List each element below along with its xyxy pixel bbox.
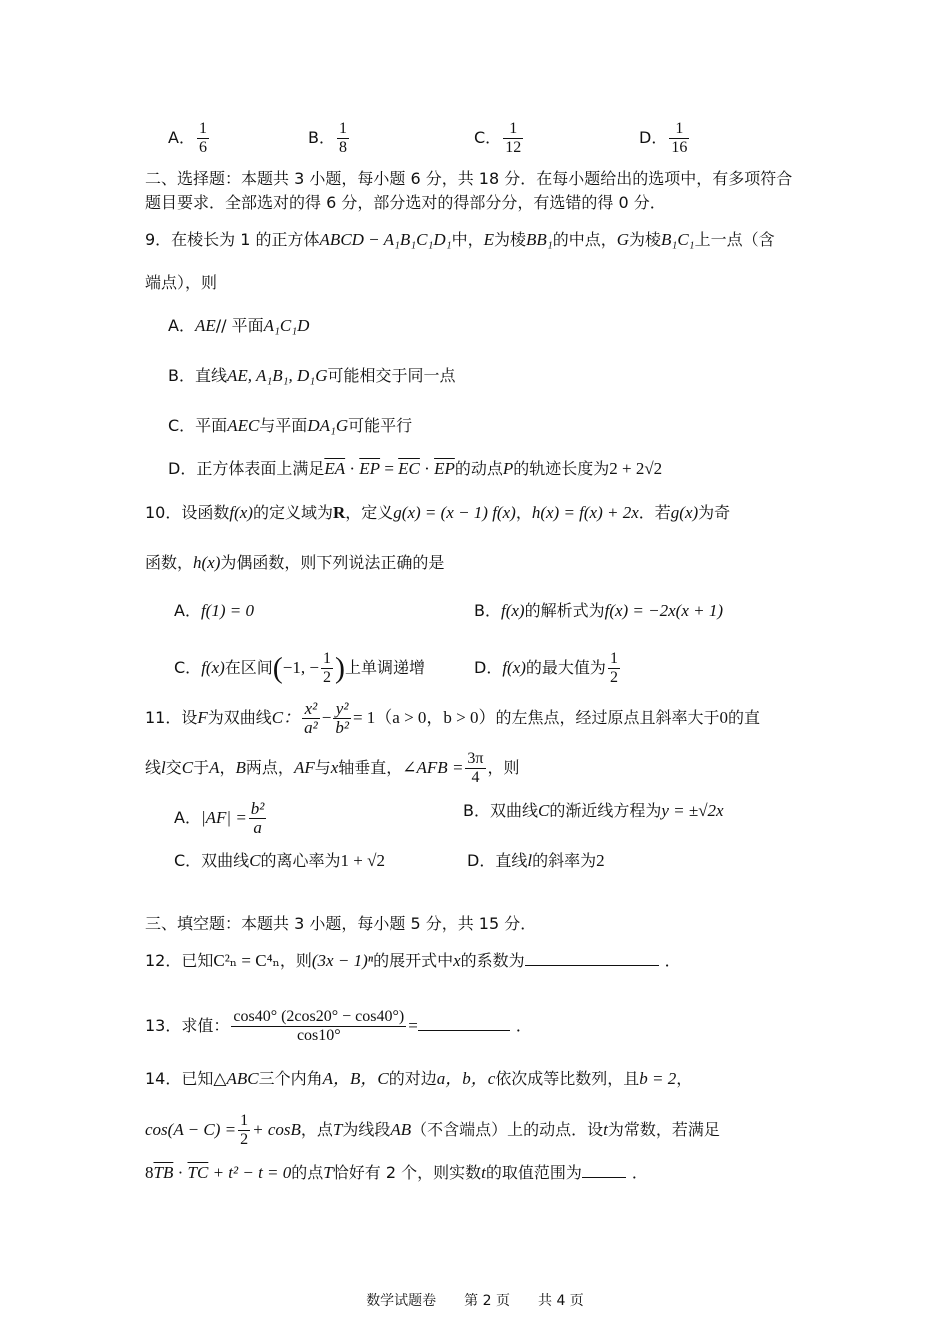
text: // 平面 — [215, 316, 264, 335]
math: C — [537, 801, 550, 820]
text: 交 — [165, 758, 182, 777]
text: 上单调递增 — [344, 658, 425, 677]
math: t — [481, 1163, 486, 1182]
text: 的对边 — [388, 1069, 437, 1088]
math: cos(A − C) = — [145, 1120, 237, 1139]
q9-option-c — [168, 415, 412, 437]
option-label: B．直线 — [168, 366, 227, 385]
text: 中， — [451, 230, 484, 249]
numerator: 1 — [503, 120, 523, 139]
option-label: D．直线 — [467, 851, 528, 870]
fraction — [333, 700, 351, 737]
math: + cosB — [252, 1120, 301, 1139]
option-label: D． — [474, 658, 503, 677]
q9-option-a — [168, 315, 309, 337]
denominator: cos10° — [296, 1027, 341, 1044]
q11-option-a — [174, 800, 268, 837]
option-label: A． — [174, 601, 201, 620]
math: f(x) — [201, 658, 225, 677]
math: 1 + √2 — [340, 851, 385, 870]
text: 为棱 — [629, 230, 662, 249]
text: 为线段 — [342, 1120, 391, 1139]
math: R — [332, 503, 346, 522]
option-label: D． — [639, 128, 668, 147]
q11-stem-line2 — [145, 750, 520, 787]
text: 的展开式中 — [373, 951, 454, 970]
q9-option-d — [168, 458, 662, 480]
q11-option-d — [467, 850, 605, 872]
answer-blank[interactable] — [525, 951, 659, 966]
math: AE — [194, 316, 216, 335]
option-label: C． — [174, 658, 202, 677]
left-paren: ( — [272, 651, 283, 685]
text: 的左焦点，经过原点且斜率大于 — [495, 708, 720, 727]
text: ，则 — [279, 951, 312, 970]
math: 2 — [596, 851, 605, 870]
q12 — [145, 950, 681, 972]
option-label: A． — [174, 808, 201, 827]
math: y = ±√2x — [661, 801, 724, 820]
math: f(x) = −2x(x + 1) — [604, 601, 724, 620]
text: 的解析式为 — [524, 601, 605, 620]
page-footer: 数学试题卷 第 2 页 共 4 页 — [366, 1293, 584, 1309]
text: ，则 — [487, 758, 520, 777]
text: 两点， — [245, 758, 294, 777]
text: 的最大值为 — [525, 658, 606, 677]
math: C — [249, 851, 261, 870]
answer-blank[interactable] — [582, 1163, 626, 1178]
text: 恰好有 2 个，则实数 — [332, 1163, 482, 1182]
q14-line1 — [145, 1068, 692, 1090]
math: DA₁G — [307, 416, 349, 435]
section2-heading-line1: 二、选择题：本题共 3 小题，每小题 6 分，共 18 分．在每小题给出的选项中，有多项符合 — [145, 169, 793, 188]
vector: $\overline{EP}$ — [359, 459, 381, 478]
q11-option-c — [174, 850, 385, 872]
option-label: C．双曲线 — [174, 851, 250, 870]
vector: $\overline{TB}$ — [153, 1163, 174, 1182]
math: AB — [390, 1120, 412, 1139]
math: (3x − 1)ⁿ — [311, 951, 374, 970]
vector: $\overline{TC}$ — [187, 1163, 209, 1182]
math: l — [161, 758, 166, 777]
math: + t² − t = 0 — [208, 1163, 292, 1182]
denominator: 16 — [671, 139, 688, 156]
text: ， — [676, 1069, 693, 1088]
text: 依次成等比数列，且 — [495, 1069, 640, 1088]
math: AF — [293, 758, 315, 777]
math: C²ₙ = C⁴ₙ — [213, 951, 280, 970]
numerator: 1 — [240, 1112, 249, 1129]
text: 于 — [193, 758, 210, 777]
q13 — [145, 1008, 532, 1045]
fraction — [238, 1112, 250, 1149]
text: 为常数，若满足 — [607, 1120, 720, 1139]
text: 为奇 — [698, 503, 731, 522]
math: ABCD − A₁B₁C₁D₁ — [319, 230, 452, 249]
q11-stem-line1 — [145, 700, 760, 737]
q8-option-a — [168, 120, 211, 157]
text: 的斜率为 — [532, 851, 597, 870]
fraction — [302, 700, 320, 737]
text: 为双曲线 — [207, 708, 272, 727]
vector: $\overline{EA}$ — [324, 459, 346, 478]
math: b = 2 — [639, 1069, 677, 1088]
option-label: B． — [308, 128, 335, 147]
math: ∠AFB = — [402, 758, 464, 777]
numerator: 1 — [198, 120, 207, 137]
math: −1, − — [282, 658, 319, 677]
q10-option-a — [174, 600, 254, 622]
math: A — [209, 758, 220, 777]
text: 三个内角 — [258, 1069, 323, 1088]
math: T — [332, 1120, 343, 1139]
text: 与 — [314, 758, 331, 777]
option-label: A． — [168, 316, 195, 335]
text: 可能平行 — [348, 416, 413, 435]
fraction — [669, 120, 689, 157]
math: E — [483, 230, 495, 249]
text: 的定义域为 — [252, 503, 333, 522]
q10-option-d — [474, 650, 622, 687]
vector: $\overline{EC}$ — [398, 459, 420, 478]
text: 9．在棱长为 1 的正方体 — [145, 230, 320, 249]
numerator: x² — [302, 700, 320, 719]
q14-line2 — [145, 1112, 720, 1149]
math: 0 — [719, 708, 729, 727]
text: ．若 — [638, 503, 671, 522]
fraction — [197, 120, 209, 157]
math: |AF| = — [200, 808, 247, 827]
math: g(x) = (x − 1) f(x) — [393, 503, 516, 522]
answer-blank[interactable] — [418, 1016, 510, 1031]
text: 的中点， — [552, 230, 617, 249]
math: AEC — [227, 416, 260, 435]
math: = — [380, 459, 399, 478]
text: 的点 — [291, 1163, 324, 1182]
denominator: 2 — [322, 669, 331, 686]
fraction — [231, 1008, 406, 1045]
text: 函数， — [145, 553, 194, 572]
math: （a > 0，b > 0） — [375, 708, 496, 727]
math: f(x) — [502, 658, 526, 677]
text: ． — [515, 1016, 532, 1035]
math: t — [603, 1120, 608, 1139]
math: h(x) — [193, 553, 221, 572]
text: 在区间 — [224, 658, 273, 677]
option-label: C． — [474, 128, 502, 147]
text: 11．设 — [145, 708, 198, 727]
q14-line3 — [145, 1162, 648, 1184]
q8-option-d — [639, 120, 691, 157]
text: 轴垂直， — [338, 758, 403, 777]
text: 上一点（含 — [694, 230, 775, 249]
q9-option-b — [168, 365, 456, 387]
fraction — [337, 120, 349, 157]
denominator: 8 — [338, 139, 347, 156]
q8-option-b — [308, 120, 351, 157]
text: ． — [664, 951, 681, 970]
math: △ABC — [213, 1069, 259, 1088]
text: 的渐近线方程为 — [549, 801, 662, 820]
q11-option-b — [463, 800, 724, 822]
math: − — [321, 708, 332, 727]
math: B — [235, 758, 246, 777]
numerator: b² — [250, 799, 265, 818]
text: 13．求值： — [145, 1016, 230, 1035]
text: 与平面 — [259, 416, 308, 435]
fraction — [321, 650, 333, 687]
math: l — [527, 851, 533, 870]
math: x — [330, 758, 339, 777]
math: BB₁ — [526, 230, 553, 249]
math: f(1) = 0 — [200, 601, 254, 620]
text: 为棱 — [494, 230, 527, 249]
math: A，B，C — [322, 1069, 389, 1088]
math: a，b，c — [436, 1069, 496, 1088]
q10-option-c — [174, 650, 425, 687]
text: 的轨迹长度为 — [513, 459, 610, 478]
denominator: 2 — [240, 1131, 249, 1148]
numerator: 3π — [467, 750, 484, 767]
math: AE, A₁B₁, D₁G — [226, 366, 328, 385]
q9-stem-line2: 端点），则 — [145, 273, 218, 292]
math: · — [173, 1163, 188, 1182]
math: · — [419, 459, 435, 478]
option-label: B．双曲线 — [463, 801, 538, 820]
text: ． — [631, 1163, 648, 1182]
denominator: b² — [335, 718, 349, 737]
math: 8 — [145, 1163, 154, 1182]
text: 12．已知 — [145, 951, 214, 970]
text: ， — [219, 758, 236, 777]
math: g(x) — [670, 503, 699, 522]
math: C： — [271, 708, 301, 727]
text: 的离心率为 — [260, 851, 341, 870]
fraction — [249, 800, 267, 837]
text: 的系数为 — [460, 951, 525, 970]
q10-stem-line1 — [145, 502, 730, 524]
math: f(x) — [229, 503, 253, 522]
denominator: 4 — [471, 769, 480, 786]
math: T — [323, 1163, 333, 1182]
right-paren: ) — [334, 651, 345, 685]
math: P — [502, 459, 514, 478]
q9-stem-line1 — [145, 229, 775, 251]
vector: $\overline{EP}$ — [434, 459, 455, 478]
math: = — [408, 1016, 418, 1035]
numerator: cos40° (2cos20° − cos40°) — [233, 1008, 405, 1025]
denominator: a — [253, 818, 262, 837]
math: F — [197, 708, 208, 727]
option-label: C．平面 — [168, 416, 228, 435]
math: x — [453, 951, 461, 970]
math: = 1 — [352, 708, 376, 727]
math: B₁C₁ — [661, 230, 695, 249]
numerator: 1 — [338, 120, 347, 137]
numerator: 1 — [669, 120, 689, 139]
option-label: D．正方体表面上满足 — [168, 459, 325, 478]
q8-option-c — [474, 120, 525, 157]
text: ， — [515, 503, 532, 522]
text: ，点 — [300, 1120, 333, 1139]
text: 14．已知 — [145, 1069, 214, 1088]
text: ，定义 — [345, 503, 394, 522]
math: 2 + 2√2 — [609, 459, 663, 478]
text: 10．设函数 — [145, 503, 230, 522]
text: （不含端点）上的动点．设 — [411, 1120, 604, 1139]
math: A₁C₁D — [263, 316, 310, 335]
fraction — [503, 120, 523, 157]
math: G — [616, 230, 630, 249]
fraction — [608, 650, 620, 687]
option-label: A． — [168, 128, 195, 147]
denominator: 12 — [505, 139, 522, 156]
section2-heading-line2: 题目要求．全部选对的得 6 分，部分选对的得部分分，有选错的得 0 分． — [145, 193, 666, 212]
fraction — [465, 750, 485, 787]
text: 可能相交于同一点 — [327, 366, 456, 385]
section3-heading: 三、填空题：本题共 3 小题，每小题 5 分，共 15 分． — [145, 914, 537, 933]
numerator: 1 — [609, 650, 618, 667]
denominator: 2 — [609, 669, 618, 686]
numerator: y² — [333, 700, 351, 719]
text: 为偶函数，则下列说法正确的是 — [220, 553, 445, 572]
denominator: 6 — [198, 139, 207, 156]
q10-option-b — [474, 600, 723, 622]
math: f(x) — [500, 601, 525, 620]
numerator: 1 — [322, 650, 331, 667]
q10-stem-line2 — [145, 552, 444, 574]
text: 线 — [145, 758, 162, 777]
math: h(x) = f(x) + 2x — [531, 503, 639, 522]
math: · — [345, 459, 360, 478]
denominator: a² — [304, 718, 318, 737]
text: 的直 — [728, 708, 761, 727]
text: 的动点 — [454, 459, 503, 478]
option-label: B． — [474, 601, 501, 620]
math: C — [181, 758, 194, 777]
text: 的取值范围为 — [485, 1163, 582, 1182]
